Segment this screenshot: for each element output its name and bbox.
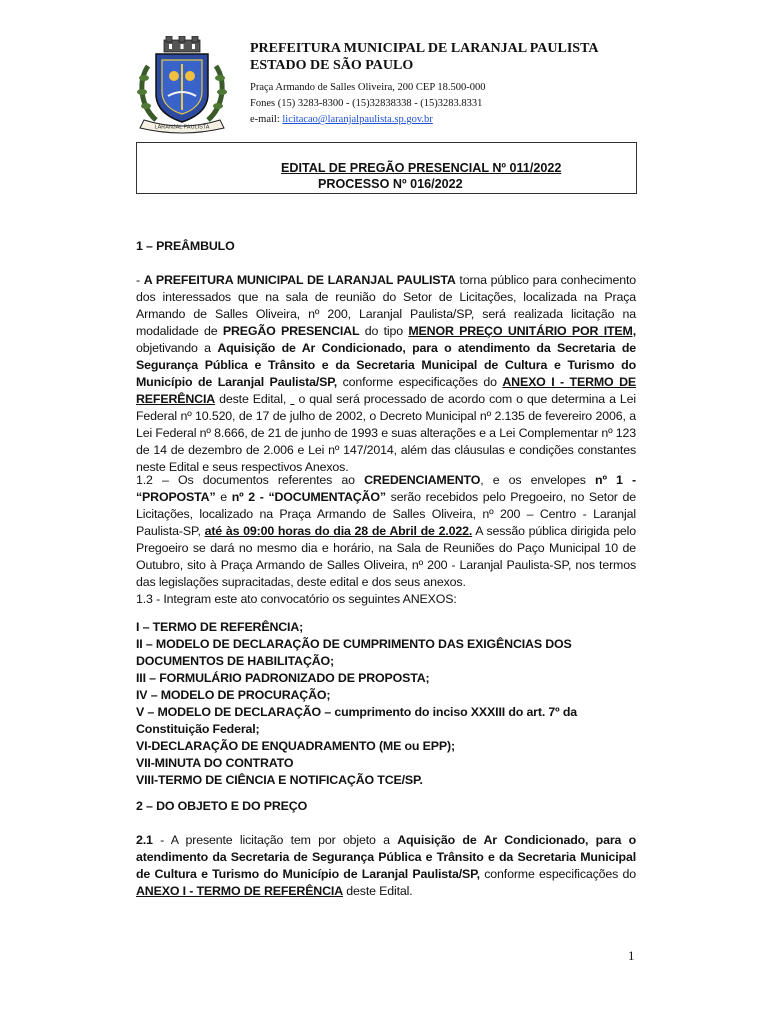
text-run: torna público para conhecimento dos interessados que na sala de reunião do Setor de Licitações, localizada na Praça Armando de Salles Oliveira, nº 200, Laranjal Paulista/SP, será realizada licitação na modalidade de [136,273,636,338]
text-run: objetivando a [136,341,218,355]
letterhead-title: PREFEITURA MUNICIPAL DE LARANJAL PAULISTA [250,41,599,56]
letterhead-state: ESTADO DE SÃO PAULO [250,58,414,73]
text-run-bold: nº 2 - “DOCUMENTAÇÃO” [231,490,386,504]
text-run-bold-underline: ANEXO I - TERMO DE REFERÊNCIA [136,375,636,406]
text-run: conforme especificações do [479,867,636,881]
text-run: - [136,273,144,287]
letterhead-phones: Fones (15) 3283-8300 - (15)32838338 - (15)3283.8331 [250,98,483,109]
text-run-bold: nº 1 - “PROPOSTA” [136,473,636,504]
section-heading-preambulo: 1 – PREÂMBULO [136,239,235,253]
letterhead-address: Praça Armando de Salles Oliveira, 200 CEP 18.500-000 [250,82,486,93]
text-run-bold: A PREFEITURA MUNICIPAL DE LARANJAL PAULISTA [143,273,456,287]
list-item: IV – MODELO DE PROCURAÇÃO; [136,688,331,702]
text-run: o qual será processado de acordo com o que determina a Lei Federal nº 10.520, de 17 de julho de 2002, o Decreto Municipal nº 2.135 de fevereiro 2006, a Lei Federal nº 8.666, de 21 de junho de 1993 e suas alterações e a Lei Complementar nº 123 de 14 de dezembro de 2.006 e Lei nº 147/2014, além das cláusulas e condições constantes neste Edital e seus respectivos Anexos. [136,392,637,474]
text-run: serão recebidos pelo Pregoeiro, no Setor de Licitações, localizado na Praça Armando de Salles Oliveira, nº 200 – Centro - Laranjal Paulista-SP, [136,490,637,538]
list-item: VI-DECLARAÇÃO DE ENQUADRAMENTO (ME ou EPP); [136,739,455,753]
letterhead [250,40,598,128]
text-run-bold: 2.1 [136,833,153,847]
list-item: VIII-TERMO DE CIÊNCIA E NOTIFICAÇÃO TCE/SP. [136,773,423,787]
municipal-crest-logo [136,36,228,134]
list-item: I – TERMO DE REFERÊNCIA; [136,620,304,634]
text-run: deste Edital, [215,392,291,406]
text-run-bold: Aquisição de Ar Condicionado, para o atendimento da Secretaria de Segurança Pública e Trânsito e da Secretaria Municipal de Cultura e Turismo do Município de Laranjal Paulista/SP, [136,341,636,389]
paragraph-1-3: 1.3 - Integram este ato convocatório os seguintes ANEXOS: [136,592,457,606]
text-run-bold-underline: ANEXO I - TERMO DE REFERÊNCIA [136,884,343,898]
page-number: 1 [628,948,635,963]
annex-list [136,619,636,789]
email-label: e-mail: [250,114,283,125]
text-run: conforme especificações do [337,375,503,389]
section-heading-objeto: 2 – DO OBJETO E DO PREÇO [136,799,308,813]
text-run-bold-underline: até às 09:00 horas do dia 28 de Abril de 2.022. [204,524,473,538]
list-item: V – MODELO DE DECLARAÇÃO – cumprimento do inciso XXXIII do art. 7º da Constituição Federal; [136,705,577,736]
text-run-bold: CREDENCIAMENTO [364,473,481,487]
text-run: - A presente licitação tem por objeto a [152,833,398,847]
text-run: , e os envelopes [480,473,596,487]
edital-title: EDITAL DE PREGÃO PRESENCIAL Nº 011/2022 [281,161,562,175]
process-number: PROCESSO Nº 016/2022 [318,177,463,191]
text-run: do tipo [359,324,409,338]
text-run: e [215,490,232,504]
text-run-bold-underline: MENOR PREÇO UNITÁRIO POR ITEM, [408,324,636,338]
text-run-bold: PREGÃO PRESENCIAL [222,324,360,338]
letterhead-email-line [250,112,598,128]
list-item: II – MODELO DE DECLARAÇÃO DE CUMPRIMENTO DAS EXIGÊNCIAS DOS DOCUMENTOS DE HABILITAÇÃO; [136,637,572,668]
paragraph-2-1 [136,832,636,900]
list-item: VII-MINUTA DO CONTRATO [136,756,294,770]
text-run: deste Edital. [343,884,413,898]
text-run: A sessão pública dirigida pelo Pregoeiro se dará no mesmo dia e horário, na Sala de Reuniões do Paço Municipal 10 de Outubro, sito à Praça Armando de Salles Oliveira, nº 200 - Laranjal Paulista-SP, nos termos das legislações supracitadas, deste edital e dos seus anexos. [136,524,637,589]
list-item: III – FORMULÁRIO PADRONIZADO DE PROPOSTA; [136,671,430,685]
text-run-bold: Aquisição de Ar Condicionado, para o atendimento da Secretaria de Segurança Pública e Trânsito e da Secretaria Municipal de Cultura e Turismo do Município de Laranjal Paulista/SP, [136,833,637,881]
email-link[interactable]: licitacao@laranjalpaulista.sp.gov.br [282,114,433,125]
paragraph-1-2 [136,472,636,591]
crest-caption: LARANJAL PAULISTA [154,124,210,131]
edital-title-box [136,142,637,194]
paragraph-preambulo [136,272,636,476]
text-run: 1.2 – Os documentos referentes ao [136,473,365,487]
